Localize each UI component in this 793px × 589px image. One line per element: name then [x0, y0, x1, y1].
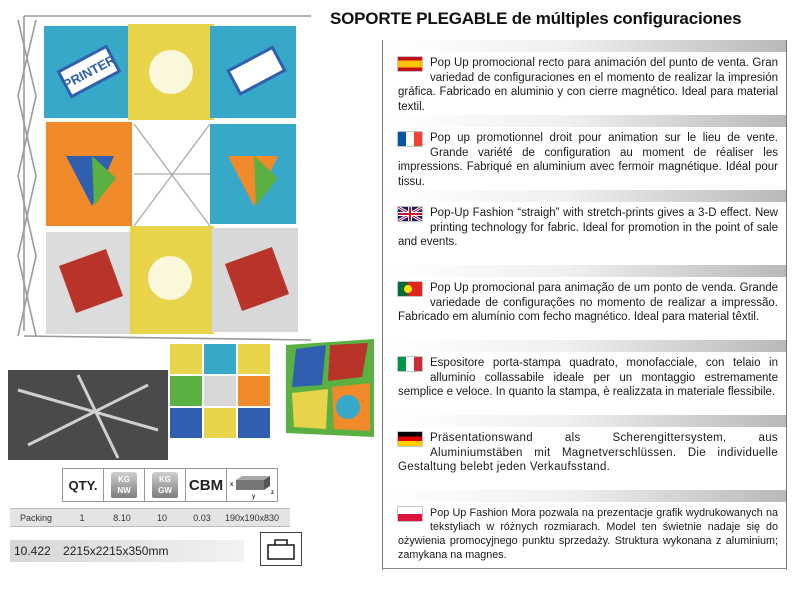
kg-label-gw: KG	[159, 475, 171, 484]
packing-net-weight: 8.10	[113, 512, 131, 523]
configuration-thumbnail-printed	[282, 337, 378, 442]
dimensions-box-icon	[226, 468, 278, 502]
gross-weight-icon	[144, 468, 186, 502]
z-axis-label: z	[271, 490, 274, 496]
main-logo-text: PRINTER	[60, 51, 118, 92]
description-text-pl: Pop Up Fashion Mora pozwala na prezentacje grafik wydrukowanych na tekstyliach w różnych rozmiarach. Model ten świetnie nadaje się do ożywienia promocyjnego punktu sprzedaży. Struktura wykonana z aluminium; zamykana na magnes.	[398, 507, 778, 561]
configuration-thumbnail-grid	[166, 340, 278, 445]
page-title: SOPORTE PLEGABLE de múltiples configuraciones	[330, 9, 742, 28]
cbm-header: CBM	[185, 468, 227, 502]
packing-label: Packing	[19, 512, 53, 523]
description-en	[388, 190, 786, 265]
column-divider-right	[786, 40, 787, 570]
description-pl	[388, 490, 786, 570]
x-axis-label: x	[230, 482, 234, 488]
poland-flag-icon	[398, 507, 422, 521]
packing-row	[10, 508, 290, 527]
spec-header-row	[62, 468, 277, 502]
product-reference	[10, 540, 244, 562]
france-flag-icon	[398, 132, 422, 146]
packing-gross-weight: 10	[156, 512, 167, 523]
description-text-de: Präsentationswand als Scherengittersystem, aus Aluminiumstäben mit Magnetverschlüssen. Die individuelle Gestaltung belebt jeden Verkaufsstand.	[398, 432, 778, 473]
description-de	[388, 415, 786, 490]
description-text-fr: Pop up promotionnel droit pour animation sur le lieu de vente. Grande variété de configuration au moment de réaliser les impressions. Fabriqué en aluminium avec fermoir magnétique. Idéal pour tissu.	[398, 132, 778, 188]
packing-qty: 1	[79, 512, 85, 523]
product-size: 2215x2215x350mm	[63, 544, 169, 558]
packing-dimensions: 190x190x830	[224, 512, 280, 523]
nw-label: NW	[117, 486, 131, 495]
bottom-rule	[382, 568, 787, 569]
y-axis-label: y	[252, 494, 256, 500]
description-es	[388, 40, 786, 115]
main-product-photo	[6, 6, 318, 352]
uk-flag-icon	[398, 207, 422, 221]
description-text-it: Espositore porta-stampa quadrato, monofacciale, con telaio in alluminio collassabile ideale per un montaggio estremamente semplice e veloce. In quanto la stampa, è realizzata in materiale flessibile.	[398, 357, 778, 398]
description-pt	[388, 265, 786, 340]
description-text-en: Pop-Up Fashion “straigh” with stretch-prints gives a 3-D effect. New printing technology for fabric. Ideal for promotion in the point of sale and events.	[398, 207, 778, 248]
spain-flag-icon	[398, 57, 422, 71]
italy-flag-icon	[398, 357, 422, 371]
portugal-flag-icon	[398, 282, 422, 296]
description-text-es: Pop Up promocional recto para animación del punto de venta. Gran variedad de configuraciones en el momento de realizar la impresión gráfica. Fabricado en aluminio y con cierre magnético. Ideal para material textil.	[398, 57, 778, 113]
net-weight-icon	[103, 468, 145, 502]
carry-bag-icon	[260, 532, 302, 566]
packing-cbm: 0.03	[193, 512, 211, 523]
description-it	[388, 340, 786, 415]
frame-detail-photo	[8, 370, 168, 460]
kg-label: KG	[118, 475, 130, 484]
column-divider	[382, 40, 383, 570]
qty-header: QTY.	[62, 468, 104, 502]
gw-label: GW	[158, 486, 172, 495]
description-column	[388, 40, 786, 570]
germany-flag-icon	[398, 432, 422, 446]
description-text-pt: Pop Up promocional para animação de um ponto de venda. Grande variedade de configurações no momento de realizar a impressão. Fabricado em alumínio com fecho magnético. Ideal para material têxtil.	[398, 282, 778, 323]
product-code: 10.422	[14, 544, 51, 558]
description-fr	[388, 115, 786, 190]
